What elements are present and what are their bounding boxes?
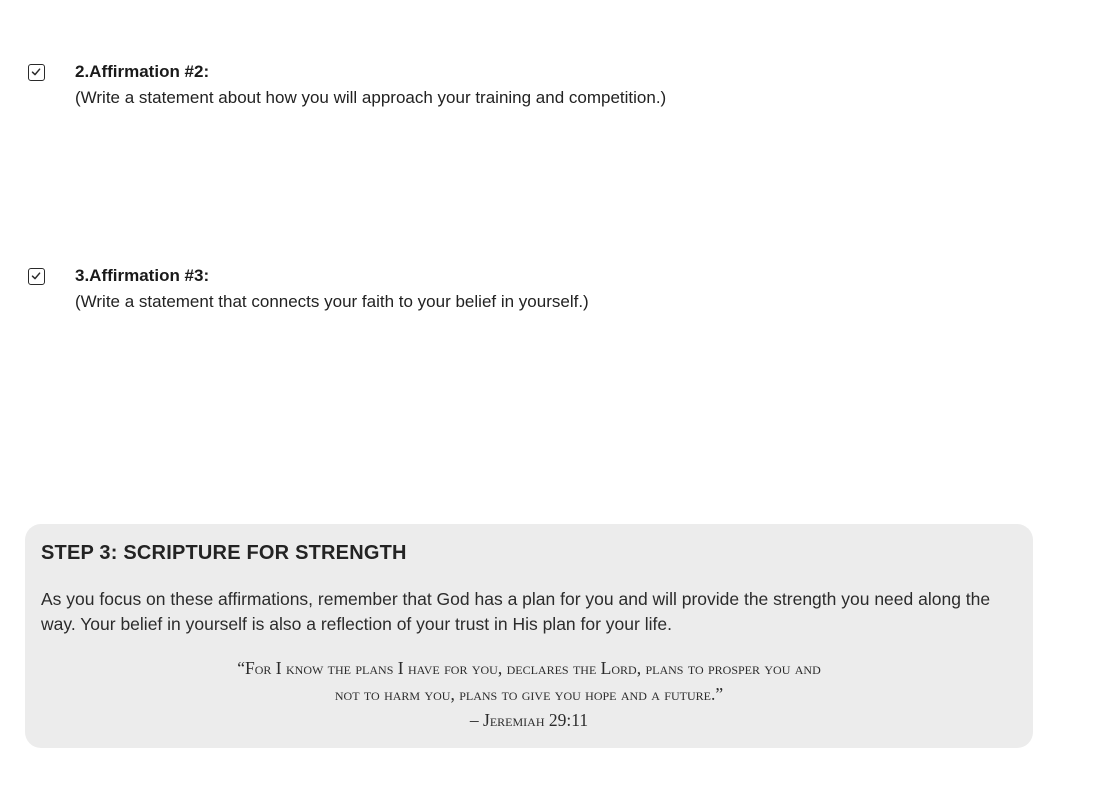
affirmation-title: 2.Affirmation #2: xyxy=(75,62,210,81)
scripture-verse xyxy=(25,655,1033,733)
affirmation-title: 3.Affirmation #3: xyxy=(75,266,210,285)
affirmation-instruction: (Write a statement that connects your faith to your belief in yourself.) xyxy=(75,292,589,311)
scripture-box xyxy=(25,524,1033,748)
checkbox-checked-icon xyxy=(28,268,45,285)
step-heading: STEP 3: SCRIPTURE FOR STRENGTH xyxy=(41,542,407,564)
affirmation-instruction: (Write a statement about how you will approach your training and competition.) xyxy=(75,88,667,107)
verse-line: not to harm you, plans to give you hope and a future.” xyxy=(334,684,724,704)
step-body-text: As you focus on these affirmations, remember that God has a plan for you and will provide the strength you need along the way. Your belief in yourself is also a reflection of your trust in His plan for your life. xyxy=(41,589,991,634)
checkbox-checked-icon xyxy=(28,64,45,81)
verse-line: “For I know the plans I have for you, declares the Lord, plans to prosper you and xyxy=(237,658,821,678)
verse-reference: – Jeremiah 29:11 xyxy=(469,710,589,730)
